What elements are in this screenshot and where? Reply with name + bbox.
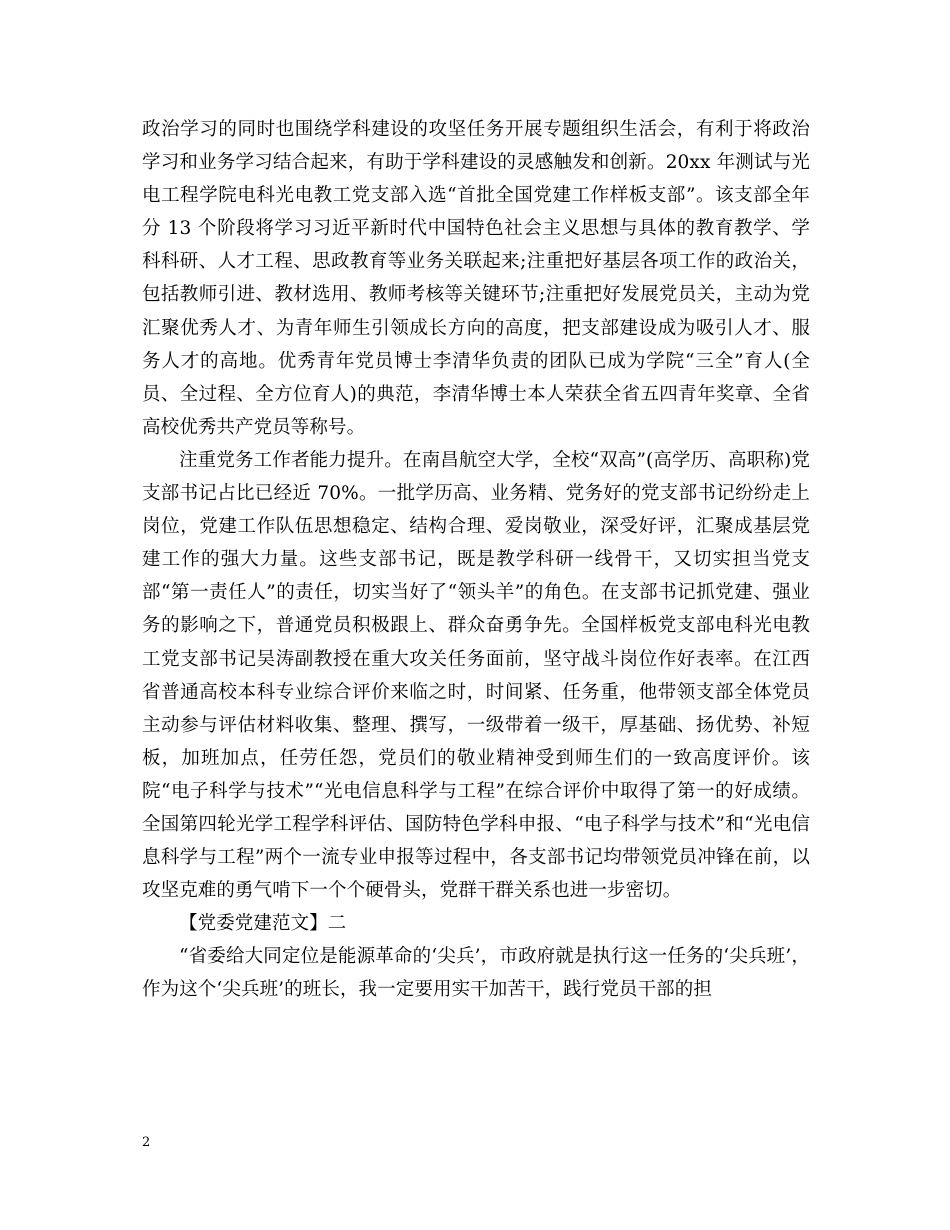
paragraph-continued: 政治学习的同时也围绕学科建设的攻坚任务开展专题组织生活会，有利于将政治学习和业务学习结合起来，有助于学科建设的灵感触发和创新。20xx 年测试与光电工程学院电科光电教工党支部入选“首批全国党建工作样板支部”。该支部全年分 13 个阶段将学习习近平新时代中国特色社会主义思想与具体的教育教学、学科科研、人才工程、思政教育等业务关联起来;注重把好基层各项工作的政治关，包括教师引进、教材选用、教师考核等关键环节;注重把好发展党员关，主动为党汇聚优秀人才、为青年师生引领成长方向的高度，把支部建设成为吸引人才、服务人才的高地。优秀青年党员博士李清华负责的团队已成为学院“三全”育人(全员、全过程、全方位育人)的典范，李清华博士本人荣获全省五四青年奖章、全省高校优秀共产党员等称号。 xyxy=(142,119,810,438)
section-heading: 【党委党建范文】二 xyxy=(179,913,347,935)
paragraph-party-affairs: 注重党务工作者能力提升。在南昌航空大学，全校“双高”(高学历、高职称)党支部书记占比已经近 70%。一批学历高、业务精、党务好的党支部书记纷纷走上岗位，党建工作队伍思想稳定、结构合理、爱岗敬业，深受好评，汇聚成基层党建工作的强大力量。这些支部书记，既是教学科研一线骨干，又切实担当党支部“第一责任人”的责任，切实当好了“领头羊”的角色。在支部书记抓党建、强业务的影响之下，普通党员积极跟上、群众奋勇争先。全国样板党支部电科光电教工党支部书记吴涛副教授在重大攻关任务面前，坚守战斗岗位作好表率。在江西省普通高校本科专业综合评价来临之时，时间紧、任务重，他带领支部全体党员主动参与评估材料收集、整理、撰写，一级带着一级干，厚基础、扬优势、补短板，加班加点，任劳任怨，党员们的敬业精神受到师生们的一致高度评价。该院“电子科学与技术”“光电信息科学与工程”在综合评价中取得了第一的好成绩。全国第四轮光学工程学科评估、国防特色学科申报、“电子科学与技术”和“光电信息科学与工程”两个一流专业申报等过程中，各支部书记均带领党员冲锋在前，以攻坚克难的勇气啃下一个个硬骨头，党群干群关系也进一步密切。 xyxy=(142,449,810,902)
paragraph-quote: “省委给大同定位是能源革命的‘尖兵’，市政府就是执行这一任务的‘尖兵班’，作为这个‘尖兵班’的班长，我一定要用实干加苦干，践行党员干部的担 xyxy=(142,946,810,1001)
document-body xyxy=(142,113,810,1007)
page-number: 2 xyxy=(142,1135,151,1150)
